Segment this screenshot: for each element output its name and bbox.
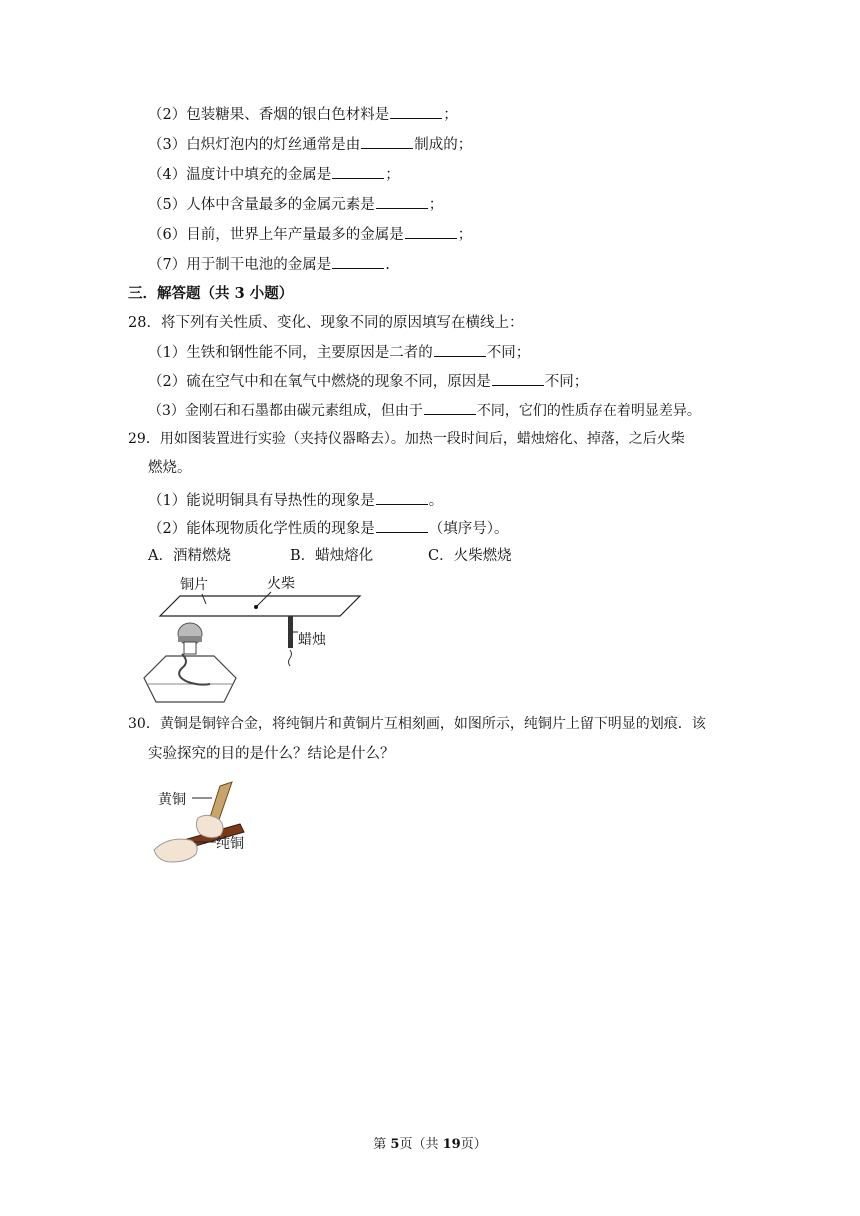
answer-blank[interactable] [405, 224, 457, 239]
copper-sheet [160, 596, 360, 616]
page-number: 5 [390, 1137, 400, 1152]
q27-item-2 [148, 104, 458, 125]
answer-blank[interactable] [376, 194, 428, 209]
q29-item-1 [148, 490, 443, 511]
q28-item-1 [148, 342, 530, 363]
lower-hand [154, 839, 197, 862]
lamp-wick-holder [184, 642, 196, 654]
item-text: （5）人体中含量最多的金属元素是 [148, 197, 375, 213]
item-text: （1）能说明铜具有导热性的现象是 [148, 493, 375, 509]
item-text: 制成的； [414, 137, 473, 153]
q29-stem-line-2: 燃烧。 [148, 460, 192, 476]
answer-blank[interactable] [376, 490, 428, 505]
total-pages: 19 [442, 1137, 461, 1152]
answer-blank[interactable] [332, 164, 384, 179]
candle-label: 蜡烛 [298, 632, 326, 648]
candle [288, 616, 293, 648]
q27-item-4 [148, 164, 400, 185]
item-text: （1）生铁和钢性能不同，主要原因是二者的 [148, 345, 433, 361]
answer-blank[interactable] [434, 342, 486, 357]
q30-stem-line-1: 30．黄铜是铜锌合金，将纯铜片和黄铜片互相刻画，如图所示，纯铜片上留下明显的划痕．该 [128, 716, 706, 732]
answer-blank[interactable] [424, 400, 476, 415]
item-text: . [385, 257, 390, 273]
scratch-figure [150, 778, 270, 868]
q30-stem-line-2: 实验探究的目的是什么？结论是什么？ [148, 746, 395, 762]
q29-option-c: C．火柴燃烧 [428, 548, 512, 564]
item-text: 。 [428, 493, 444, 509]
lamp-cap-rim [178, 636, 202, 642]
heading-text: 三．解答题（共 [128, 285, 235, 302]
q27-item-7 [148, 254, 390, 275]
footer-text: 页） [460, 1137, 487, 1152]
item-text: （4）温度计中填充的金属是 [148, 167, 332, 183]
q27-item-3 [148, 134, 472, 155]
item-text: （2）硫在空气中和在氧气中燃烧的现象不同，原因是 [148, 374, 491, 390]
answer-blank[interactable] [361, 134, 413, 149]
q28-item-3 [148, 400, 701, 421]
pure-label: 纯铜 [216, 836, 244, 852]
match-dot [254, 605, 258, 609]
q29-option-b: B．蜡烛熔化 [290, 548, 374, 564]
answer-blank[interactable] [376, 518, 428, 533]
q27-item-5 [148, 194, 443, 215]
q29-option-a: A．酒精燃烧 [148, 548, 231, 564]
q28-stem: 28．将下列有关性质、变化、现象不同的原因填写在横线上： [128, 315, 524, 331]
footer-text: 第 [373, 1137, 391, 1152]
item-text: ； [385, 167, 400, 183]
item-text: （3）白炽灯泡内的灯丝通常是由 [148, 137, 361, 153]
footer-text: 页（共 [399, 1137, 443, 1152]
match-label-leader [256, 592, 271, 607]
item-text: ； [457, 227, 473, 243]
item-text: 不同； [544, 374, 589, 390]
item-text: （3）金刚石和石墨都由碳元素组成，但由于 [148, 403, 423, 419]
q27-item-6 [148, 224, 472, 245]
match-label: 火柴 [267, 576, 295, 592]
q29-item-2 [148, 518, 508, 539]
copper-label: 铜片 [180, 577, 208, 593]
copper-heat-figure [140, 574, 370, 706]
item-text: 不同； [486, 345, 531, 361]
heading-text: 小题） [244, 285, 294, 302]
page-footer [0, 1133, 860, 1152]
item-text: （填序号）。 [428, 521, 509, 537]
item-text: （7）用于制干电池的金属是 [148, 257, 332, 273]
answer-blank[interactable] [492, 371, 544, 386]
heading-count: 3 [234, 285, 245, 302]
item-text: ； [428, 197, 444, 213]
item-text: （2）能体现物质化学性质的现象是 [148, 521, 375, 537]
section-heading [128, 284, 293, 304]
candle-wick [289, 650, 292, 666]
item-text: （6）目前，世界上年产量最多的金属是 [148, 227, 404, 243]
answer-blank[interactable] [332, 254, 384, 269]
lamp-body [144, 656, 236, 702]
item-text: ； [443, 107, 458, 123]
q28-item-2 [148, 371, 588, 392]
q29-stem-line-1: 29．用如图装置进行实验（夹持仪器略去）。加热一段时间后，蜡烛熔化、掉落，之后火柴 [128, 431, 685, 447]
item-text: 不同，它们的性质存在着明显差异。 [476, 403, 701, 419]
answer-blank[interactable] [390, 104, 442, 119]
brass-label: 黄铜 [158, 792, 186, 808]
item-text: （2）包装糖果、香烟的银白色材料是 [148, 107, 390, 123]
